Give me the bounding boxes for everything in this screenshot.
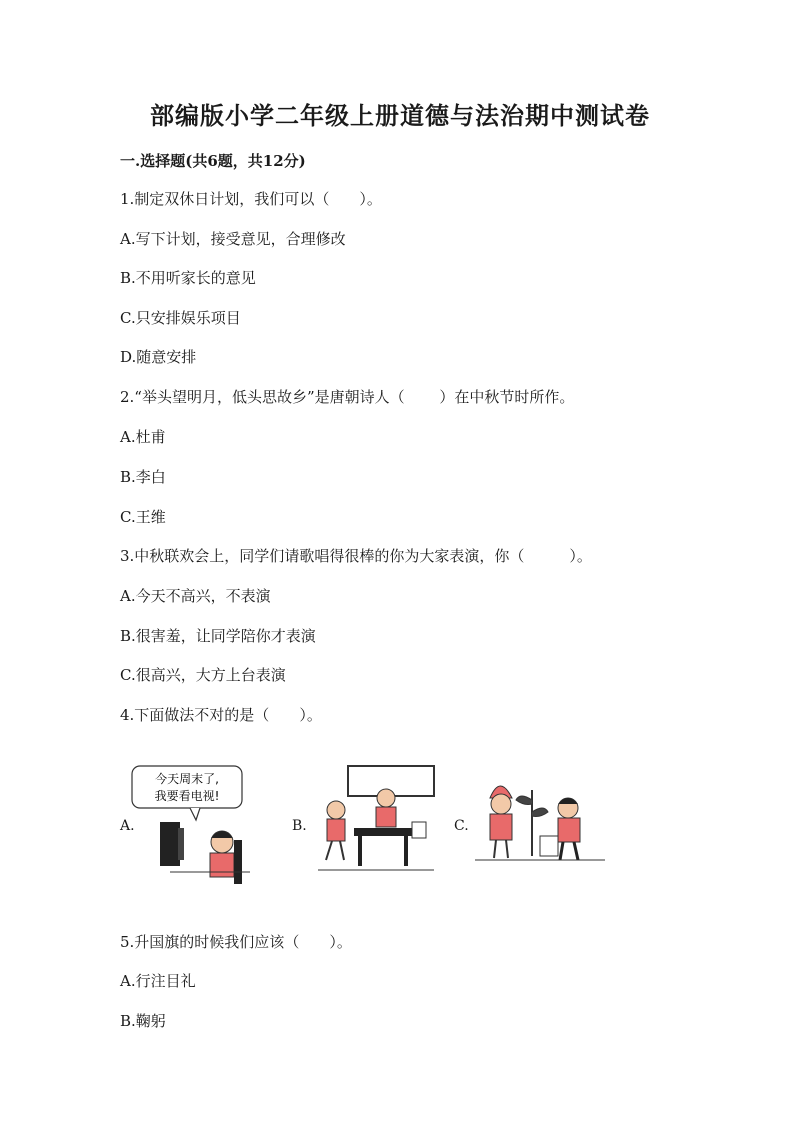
question-1: 1.制定双休日计划，我们可以（ ）。 <box>120 190 382 208</box>
q3-option-a: A.今天不高兴，不表演 <box>120 587 271 605</box>
question-5: 5.升国旗的时候我们应该（ ）。 <box>120 933 352 951</box>
q1-option-a: A.写下计划，接受意见，合理修改 <box>120 230 346 248</box>
q2-option-c: C.王维 <box>120 508 166 526</box>
picture-b-label: B. <box>292 818 307 834</box>
picture-c-planting <box>470 760 610 888</box>
question-4: 4.下面做法不对的是（ ）。 <box>120 706 322 724</box>
q5-option-b: B.鞠躬 <box>120 1012 166 1030</box>
picture-a-label: A. <box>120 818 135 834</box>
q3-option-c: C.很高兴，大方上台表演 <box>120 666 286 684</box>
question-3: 3.中秋联欢会上，同学们请歌唱得很棒的你为大家表演，你（ ）。 <box>120 547 592 565</box>
question-4-pictures <box>120 760 620 890</box>
question-2: 2.“举头望明月，低头思故乡”是唐朝诗人（ ）在中秋节时所作。 <box>120 388 575 406</box>
q2-option-a: A.杜甫 <box>120 428 166 446</box>
picture-c-label: C. <box>454 818 469 834</box>
q1-option-c: C.只安排娱乐项目 <box>120 309 241 327</box>
bubble-line-2: 我要看电视! <box>154 789 220 803</box>
q5-option-a: A.行注目礼 <box>120 972 196 990</box>
bubble-line-1: 今天周末了, <box>155 772 219 786</box>
q1-option-d: D.随意安排 <box>120 348 197 366</box>
q2-option-b: B.李白 <box>120 468 166 486</box>
section-heading: 一.选择题(共6题，共12分) <box>120 152 306 170</box>
picture-a-watching-tv <box>130 760 270 888</box>
page-title: 部编版小学二年级上册道德与法治期中测试卷 <box>150 101 650 130</box>
picture-b-cleaning <box>308 760 438 888</box>
q3-option-b: B.很害羞，让同学陪你才表演 <box>120 627 316 645</box>
q1-option-b: B.不用听家长的意见 <box>120 269 256 287</box>
